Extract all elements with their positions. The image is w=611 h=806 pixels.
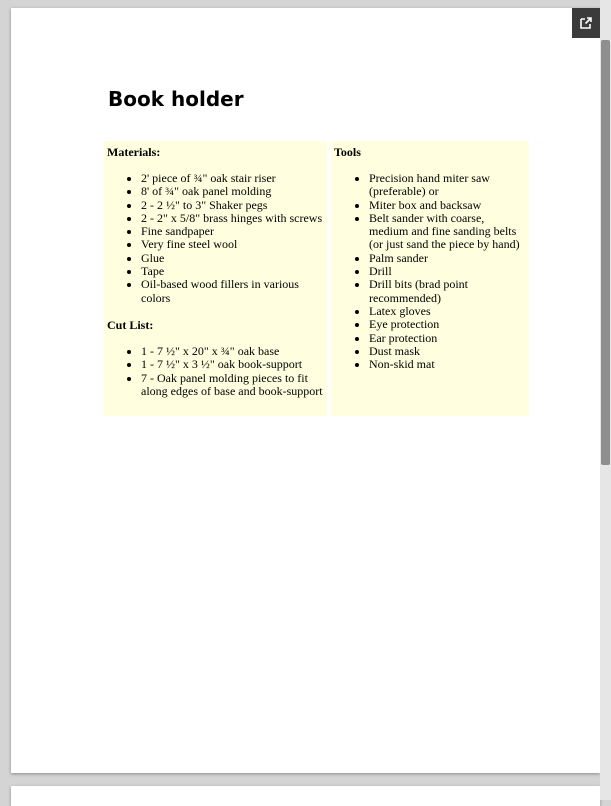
list-item: • Latex gloves [369,305,525,318]
list-item: • Glue [141,252,323,265]
list-item: • Oil-based wood fillers in various colors [141,278,323,305]
list-item: • Very fine steel wool [141,238,323,251]
cut-list-heading: Cut List: [107,317,154,332]
open-in-new-window-button[interactable] [572,8,600,38]
cut-list [107,345,323,398]
materials-heading: Materials: [107,145,161,159]
materials-list [107,172,323,305]
list-item: • Drill [369,265,525,278]
materials-tools-table [104,141,529,416]
materials-column [104,141,327,416]
list-item: • 2 - 2" x 5/8" brass hinges with screws [141,212,323,225]
list-item: • Ear protection [369,332,525,345]
next-page-preview [11,786,600,806]
list-item: • Precision hand miter saw (preferable) or [369,172,525,199]
tools-heading: Tools [334,145,361,159]
list-item: • 7 - Oak panel molding pieces to fit along edges of base and book-support [141,372,323,399]
document-page [11,8,600,773]
scrollbar-thumb[interactable] [601,40,610,465]
tools-column [331,141,529,416]
list-item: • Dust mask [369,345,525,358]
open-in-new-window-icon [579,16,593,30]
list-item: • 2 - 2 ½" to 3" Shaker pegs [141,199,323,212]
list-item: • 8' of ¾" oak panel molding [141,185,323,198]
list-item: • Palm sander [369,252,525,265]
list-item: • Drill bits (brad point recommended) [369,278,525,305]
list-item: • Eye protection [369,318,525,331]
list-item: • 1 - 7 ½" x 20" x ¾" oak base [141,345,323,358]
list-item: • 2' piece of ¾" oak stair riser [141,172,323,185]
vertical-scrollbar[interactable] [600,0,611,800]
list-item: • Non-skid mat [369,358,525,371]
list-item: • Tape [141,265,323,278]
list-item: • 1 - 7 ½" x 3 ½" oak book-support [141,358,323,371]
list-item: • Belt sander with coarse, medium and fine sanding belts (or just sand the piece by hand) [369,212,525,252]
tools-list [334,172,525,371]
list-item: • Miter box and backsaw [369,199,525,212]
list-item: • Fine sandpaper [141,225,323,238]
page-title: Book holder [108,87,244,111]
